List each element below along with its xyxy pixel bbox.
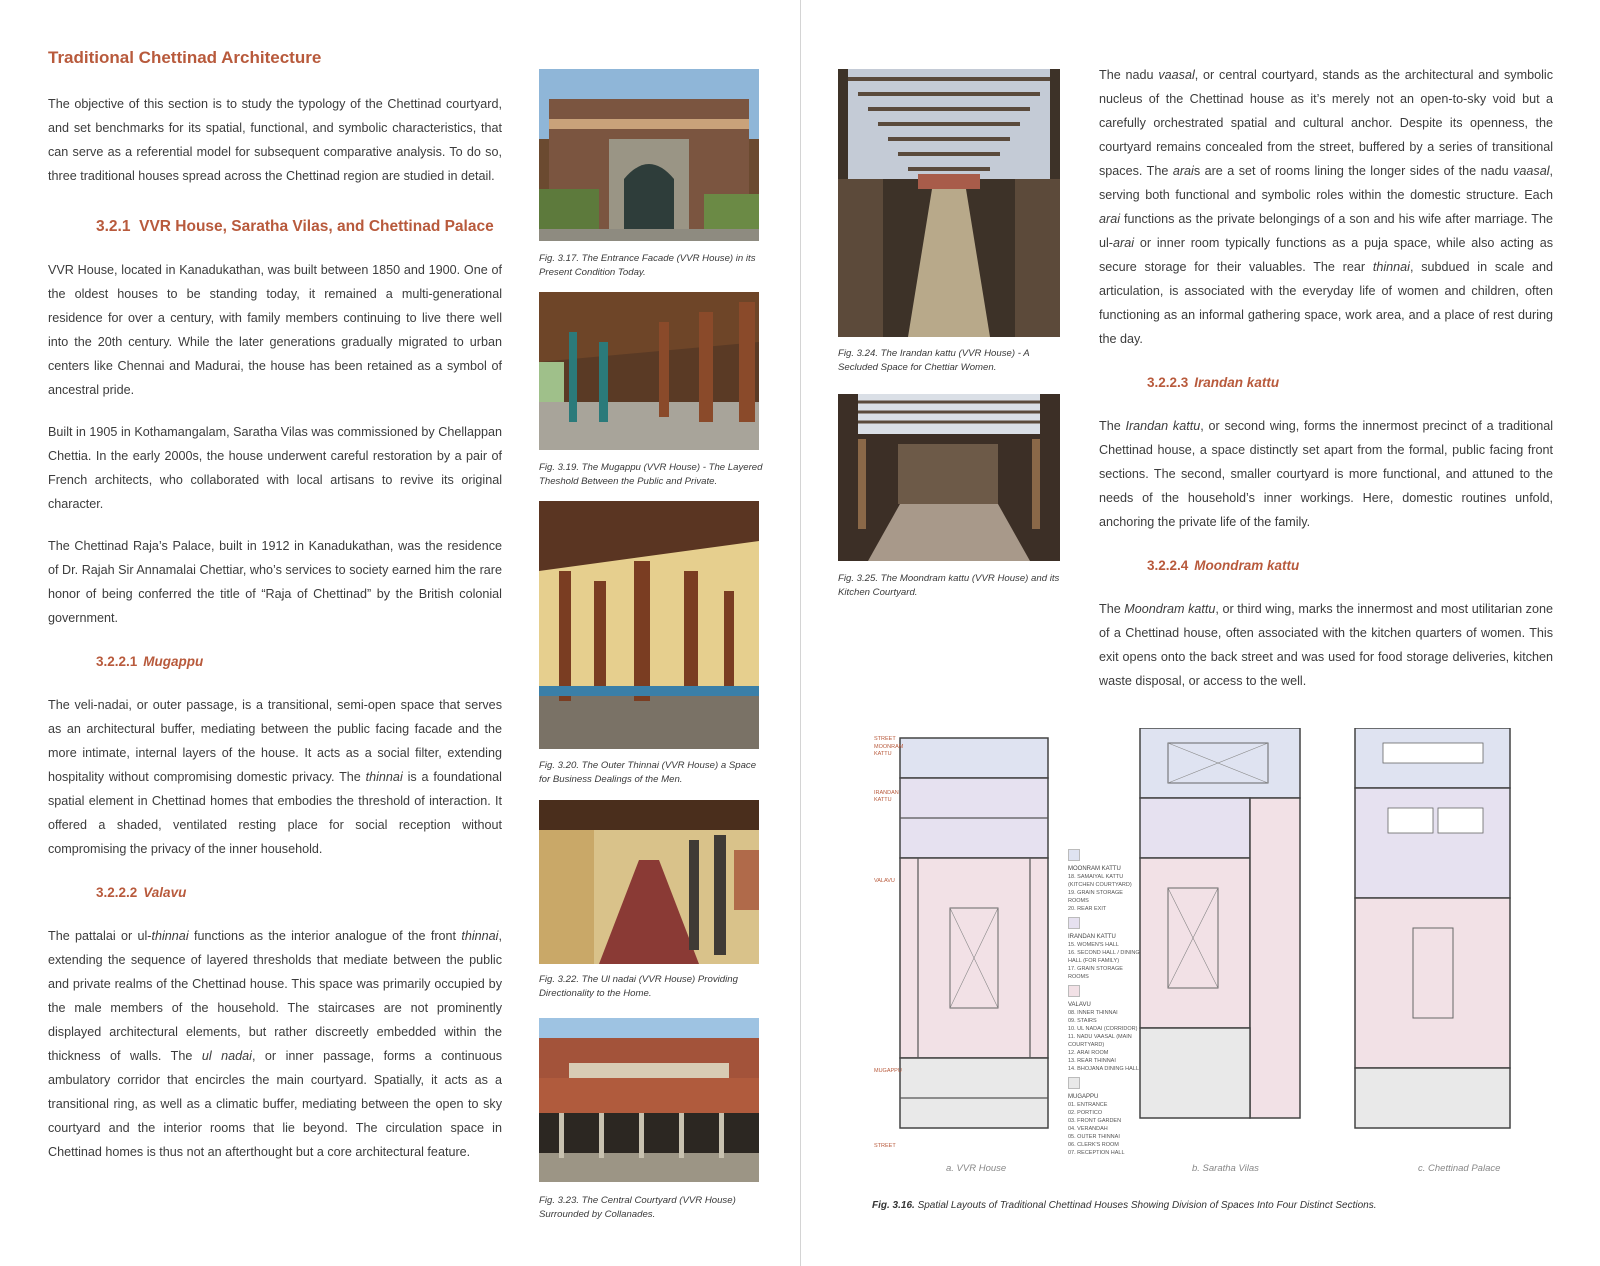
caption-text: The Outer Thinnai (VVR House) a Space for Business Dealings of the Men. [539,760,757,785]
caption-fig-3-20 [539,759,769,787]
valavu-paragraph [48,924,502,1164]
caption-figure-number: Fig. 3.20. [539,760,579,771]
text-run: or inner room typically functions as a puja space, while also acting as secure storage for their valuables. The rear [1099,236,1553,274]
caption-text: The Moondram kattu (VVR House) and its Kitchen Courtyard. [838,573,1060,598]
legend-item: 11. NADU VAASAL (MAIN COURTYARD) [1068,1034,1132,1048]
text-run: , extending the sequence of layered thresholds that mediate between the public and private realms of the Chettinad house. This space was primarily occupied by the male members of the household. The staircases are not prominently displayed architectural elements, but rather discreetly embedded within the thickness of walls. The [48,929,502,1063]
caption-figure-number: Fig. 3.22. [539,974,579,985]
italic-term: thinnai [151,929,189,943]
side-tag-street-bottom: STREET [874,1143,896,1149]
legend-item: 02. PORTICO [1068,1110,1103,1116]
legend-item: 20. REAR EXIT [1068,906,1107,912]
legend-item: 07. RECEPTION HALL [1068,1150,1125,1156]
italic-term: vaasal [1513,164,1550,178]
intro-paragraph: The objective of this section is to study the typology of the Chettinad courtyard, and set benchmarks for its spatial, functional, and symbolic characteristics, that can serve as a referential model for subsequent comparative analysis. To do so, three traditional houses spread across the Chettinad region are studied in detail. [48,97,502,183]
legend-heading: VALAVU [1068,1002,1091,1008]
text-run: The pattalai or ul- [48,929,152,943]
saratha-paragraph: Built in 1905 in Kothamangalam, Saratha Vilas was commissioned by Chellappan Chettia. In the early 2000s, the house underwent careful restoration by a pair of French architects, who collaborated with local artisans to revive its original character. [48,425,502,511]
caption-fig-3-17 [539,252,769,280]
subsection-number: 3.2.2.4 [1147,558,1189,573]
caption-fig-3-22 [539,973,769,1001]
section-heading [96,218,502,236]
text-run: The [1099,602,1125,616]
italic-term: Irandan kattu [1125,419,1201,433]
caption-fig-3-25 [838,572,1068,600]
italic-term: vaasal [1158,68,1195,82]
text-run: , or third wing, marks the innermost and most utilitarian zone of a Chettinad house, often associated with the kitchen quarters of women. This exit opens onto the back street and was used for food storage deliveries, kitchen waste disposal, or access to the well. [1099,602,1553,688]
legend-swatch-irandan [1068,917,1080,929]
palace-paragraph: The Chettinad Raja’s Palace, built in 1912 in Kanadukathan, was the residence of Dr. Rajah Sir Annamalai Chettiar, who’s services to society earned him the rare honor of being conferred the title of “Raja of Chettinad” by the British colonial government. [48,539,502,625]
italic-term: Moondram kattu [1124,602,1216,616]
subsection-number: 3.2.2.3 [1147,375,1189,390]
caption-fig-3-19 [539,461,769,489]
plan-chettinad-palace [1355,728,1510,1128]
text-run: The veli-nadai, or outer passage, is a transitional, semi-open space that serves as an architectural buffer, mediating between the public facing facade and the more intimate, internal layers of the house. It acts as a social filter, extending hospitality without compromising domestic privacy. The [48,698,502,784]
caption-fig-3-23 [539,1194,769,1222]
subsection-name: Irandan kattu [1194,375,1280,390]
photo-moondram-kattu [838,394,1060,561]
text-run: , serving both functional and symbolic roles within the domestic structure. Each [1099,164,1553,202]
vaasal-paragraph [1099,63,1553,351]
caption-figure-number: Fig. 3.24. [838,348,878,359]
side-tag-valavu: VALAVU [874,878,895,884]
vvr-paragraph: VVR House, located in Kanadukathan, was built between 1850 and 1900. One of the oldest houses to be standing today, it remained a multi-generational residence for over a century, with family members continuing to live there well into the 20th century. While the later generations gradually migrated to urban centers like Chennai and Madurai, the house has been retained as a symbol of ancestral pride. [48,263,502,397]
text-run: functions as the interior analogue of the front [188,929,462,943]
photo-irandan-kattu [838,69,1060,337]
legend-item: 10. UL NADAI (CORRIDOR) [1068,1026,1138,1032]
subsection-name: Valavu [143,885,187,900]
floor-plans-diagram [868,728,1568,1168]
legend-item: 14. BHOJANA DINING HALL [1068,1066,1139,1072]
caption-text: The Entrance Facade (VVR House) in its Present Condition Today. [539,253,756,278]
caption-fig-3-24 [838,347,1068,375]
legend-item: 05. OUTER THINNAI [1068,1134,1120,1140]
plan-vvr-house [900,738,1048,1128]
right-text-column [1099,63,1553,693]
legend-item: 09. STAIRS [1068,1018,1097,1024]
legend-item: 15. WOMEN'S HALL [1068,942,1119,948]
legend-item: 04. VERANDAH [1068,1126,1108,1132]
photo-ul-nadai [539,800,759,964]
plan-label-vvr: a. VVR House [946,1163,1007,1174]
legend-swatch-valavu [1068,985,1080,997]
legend-item: 08. INNER THINNAI [1068,1010,1118,1016]
subsection-number: 3.2.2.2 [96,885,138,900]
caption-text: Spatial Layouts of Traditional Chettinad Houses Showing Division of Spaces Into Four Distinct Sections. [917,1200,1377,1211]
legend-item: 19. GRAIN STORAGE ROOMS [1068,890,1123,904]
subsection-name: Mugappu [143,654,204,669]
side-tag-moondram: MOONRAM KATTU [874,744,904,757]
caption-text: The Ul nadai (VVR House) Providing Directionality to the Home. [539,974,738,999]
text-run: , or central courtyard, stands as the architectural and symbolic nucleus of the Chettinad house as it’s merely not an open-to-sky void but a carefully orchestrated spatial and cultural anchor. Despite its openness, the courtyard remains concealed from the street, buffered by a series of transitional spaces. The [1099,68,1553,178]
plan-legend [1068,845,1140,1157]
plan-saratha-vilas [1140,728,1300,1118]
text-run: The nadu [1099,68,1159,82]
italic-term: thinnai [461,929,499,943]
italic-term: ul nadai [201,1049,252,1063]
left-text-column [48,92,502,1164]
photo-mugappu [539,292,759,450]
text-run: functions as the private belongings of a son and his wife after marriage. The ul- [1099,212,1553,250]
legend-item: 16. SECOND HALL / DINING HALL (FOR FAMILY) [1068,950,1140,964]
caption-figure-number: Fig. 3.23. [539,1195,579,1206]
side-tag-street-top: STREET [874,736,896,742]
text-run: The [1099,419,1126,433]
caption-figure-number: Fig. 3.25. [838,573,878,584]
legend-heading: IRANDAN KATTU [1068,934,1116,940]
italic-term: arai [1172,164,1194,178]
caption-figure-number: Fig. 3.17. [539,253,579,264]
section-title: VVR House, Saratha Vilas, and Chettinad Palace [139,218,494,235]
caption-text: The Mugappu (VVR House) - The Layered Theshold Between the Public and Private. [539,462,763,487]
photo-entrance-facade [539,69,759,241]
text-run: s are a set of rooms lining the longer sides of the nadu [1193,164,1514,178]
legend-swatch-moondram [1068,849,1080,861]
photo-central-courtyard [539,1018,759,1182]
legend-item: 12. ARAI ROOM [1068,1050,1109,1056]
subsection-moondram [1147,558,1553,573]
italic-term: arai [1099,212,1120,226]
irandan-paragraph [1099,414,1553,534]
subsection-irandan [1147,375,1553,390]
caption-text: The Irandan kattu (VVR House) - A Secluded Space for Chettiar Women. [838,348,1030,373]
subsection-number: 3.2.2.1 [96,654,138,669]
legend-item: 01. ENTRANCE [1068,1102,1108,1108]
caption-text: The Central Courtyard (VVR House) Surrounded by Collanades. [539,1195,736,1220]
legend-item: 18. SAMAIYAL KATTU (KITCHEN COURTYARD) [1068,874,1132,888]
caption-fig-3-16 [872,1200,1377,1211]
legend-item: 03. FRONT GARDEN [1068,1118,1122,1124]
caption-figure-number: Fig. 3.19. [539,462,579,473]
text-run: , subdued in scale and articulation, is associated with the everyday life of women and children, often functioning as an informal gathering space, work area, and a place of rest during the day. [1099,260,1554,346]
plan-label-palace: c. Chettinad Palace [1418,1163,1501,1174]
italic-term: thinnai [1372,260,1410,274]
italic-term: arai [1113,236,1134,250]
caption-figure-number: Fig. 3.16. [872,1200,915,1211]
legend-item: 06. CLERK'S ROOM [1068,1142,1119,1148]
page-title: Traditional Chettinad Architecture [48,48,322,67]
side-tag-mugappu: MUGAPPU [874,1068,902,1074]
text-run: , or second wing, forms the innermost precinct of a traditional Chettinad house, a space distinctly set apart from the formal, public facing front sections. The second, smaller courtyard is more functional, and attuned to the needs of the household’s inner workings. Here, domestic routines unfold, anchoring the private life of the family. [1099,419,1554,529]
subsection-valavu [96,885,502,900]
legend-swatch-mugappu [1068,1077,1080,1089]
plan-label-saratha: b. Saratha Vilas [1192,1163,1259,1174]
legend-item: 17. GRAIN STORAGE ROOMS [1068,966,1123,980]
mugappu-paragraph [48,693,502,861]
subsection-mugappu [96,654,502,669]
photo-outer-thinnai [539,501,759,749]
side-tag-irandan: IRANDAN KATTU [874,790,899,803]
subsection-name: Moondram kattu [1194,558,1300,573]
moondram-paragraph [1099,597,1553,693]
text-run: , or inner passage, forms a continuous ambulatory corridor that encircles the main courtyard. Spatially, it acts as a transitional ring, as well as a climatic buffer, mediating between the open to sky courtyard and the interior rooms that lie beyond. The circulation space in Chettinad homes is thus not an afterthought but a core architectural feature. [48,1049,502,1159]
legend-heading: MOONRAM KATTU [1068,866,1121,872]
legend-heading: MUGAPPU [1068,1094,1099,1100]
italic-term: thinnai [365,770,403,784]
text-run: is a foundational spatial element in Chettinad homes that embodies the threshold of interaction. It offered a shaded, ventilated resting place for social reception without compromising the privacy of the inner household. [48,770,502,856]
section-number: 3.2.1 [96,218,131,235]
legend-item: 13. REAR THINNAI [1068,1058,1116,1064]
